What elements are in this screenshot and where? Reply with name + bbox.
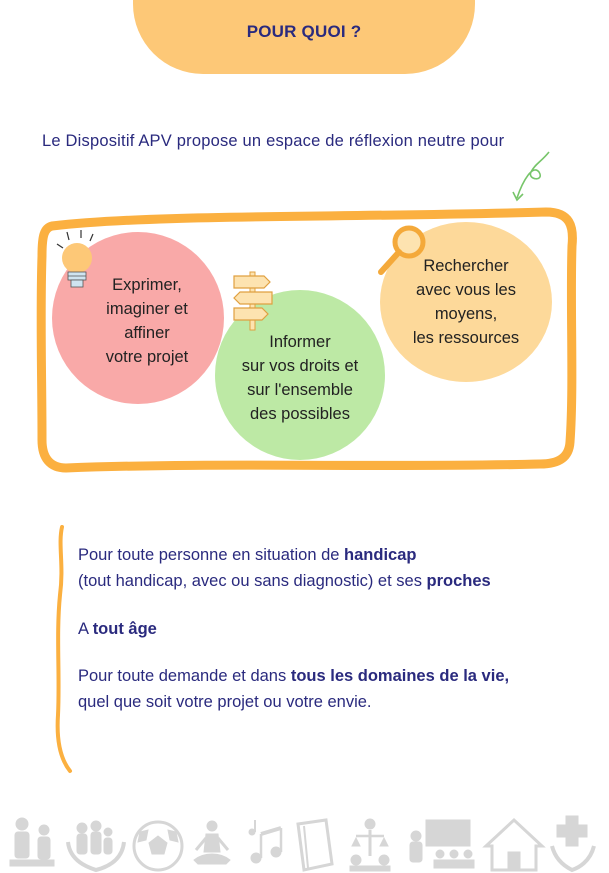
info-bold: proches — [426, 572, 491, 590]
info-bold: handicap — [344, 546, 417, 564]
classroom-icon — [410, 820, 474, 868]
signpost-icon — [230, 270, 276, 332]
info-text: Pour toute demande et dans — [78, 667, 291, 685]
book-icon — [298, 820, 332, 870]
intro-text: Le Dispositif APV propose un espace de réflexion neutre pour — [42, 132, 505, 150]
squiggle-arrow-icon — [505, 150, 555, 206]
info-text: A — [78, 620, 93, 638]
info-bold: tous les domaines de la vie, — [290, 667, 510, 685]
justice-icon — [350, 819, 390, 871]
info-text: quel que soit votre projet ou votre envie. — [78, 693, 372, 711]
magnifier-icon — [375, 222, 431, 278]
football-icon — [134, 822, 182, 870]
info-text: (tout handicap, avec ou sans diagnostic) et ses — [78, 572, 427, 590]
bubble-text: Exprimer, imaginer et affiner votre projet — [105, 276, 189, 366]
medical-cross-icon — [552, 816, 594, 870]
quote-bracket — [50, 525, 76, 775]
bubble-text: Informer sur vos droits et sur l'ensemble des possibles — [241, 333, 359, 423]
family-icon — [10, 818, 54, 866]
footer-icon-strip — [0, 812, 609, 873]
bubble-text: Rechercher avec vous les moyens, les ressources — [412, 257, 520, 347]
music-notes-icon — [249, 820, 281, 863]
hands-family-icon — [68, 821, 124, 870]
house-icon — [486, 820, 542, 870]
info-paragraph-domains — [78, 663, 509, 715]
info-paragraph-handicap — [78, 542, 491, 594]
lightbulb-icon — [55, 230, 101, 296]
info-paragraph-age — [78, 616, 157, 642]
meditation-icon — [194, 821, 230, 864]
page-title: POUR QUOI ? — [246, 22, 362, 41]
info-text: Pour toute personne en situation de — [78, 546, 345, 564]
info-bold: tout âge — [92, 620, 157, 638]
